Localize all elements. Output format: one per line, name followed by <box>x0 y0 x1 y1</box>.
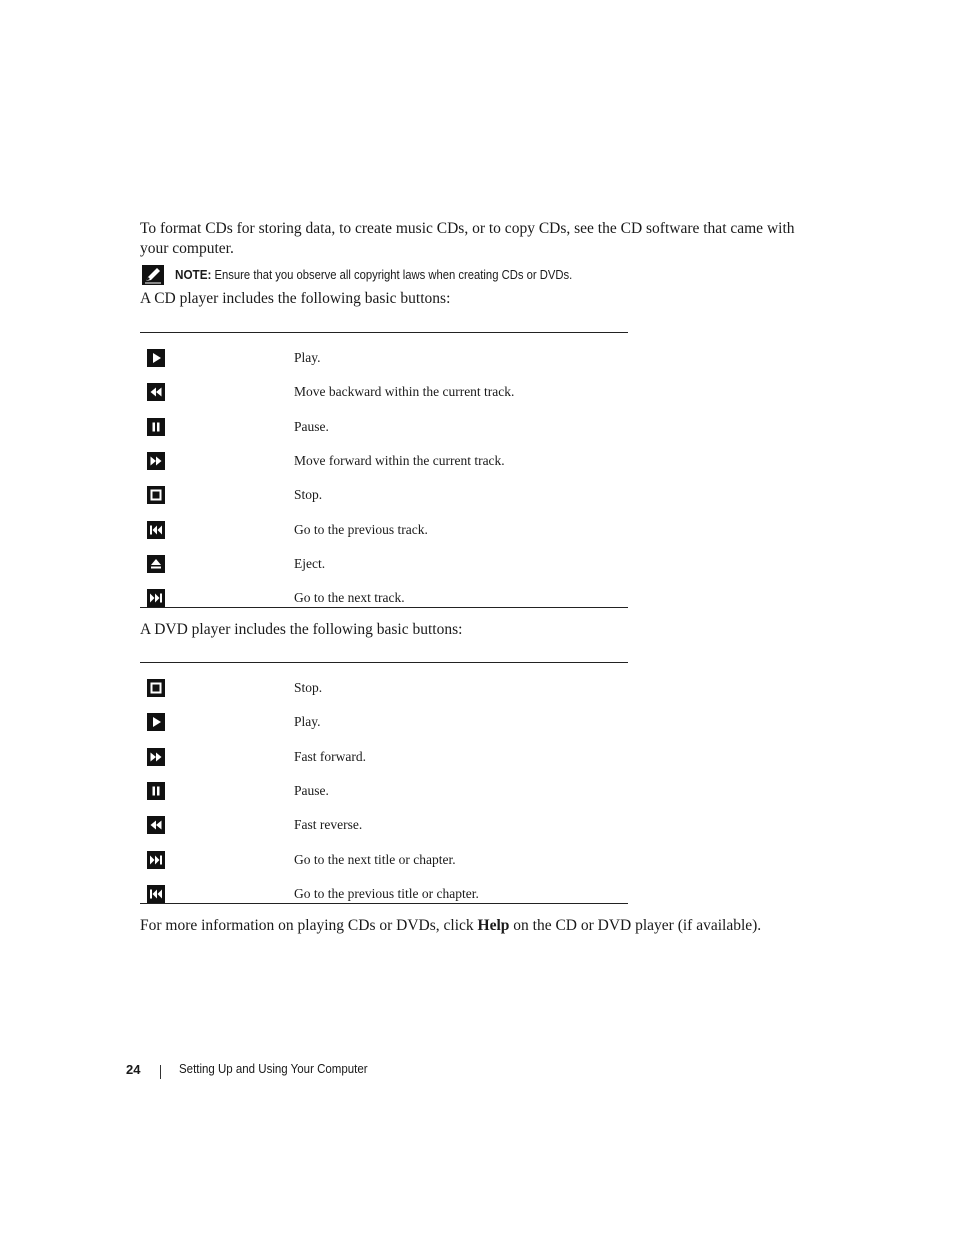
note-text: Ensure that you observe all copyright laws when creating CDs or DVDs. <box>214 268 573 282</box>
rewind-icon <box>147 816 165 834</box>
pause-icon <box>147 418 165 436</box>
dvd-button-description: Go to the next title or chapter. <box>294 851 456 867</box>
cd-button-description: Eject. <box>294 555 326 571</box>
cd-button-row <box>140 476 628 510</box>
dvd-button-row <box>140 738 628 772</box>
dvd-button-row <box>140 772 628 806</box>
dvd-button-description: Play. <box>294 714 321 730</box>
dvd-button-row <box>140 806 628 840</box>
outro-text-before: For more information on playing CDs or DVDs, click <box>140 917 478 934</box>
footer-chapter-title: Setting Up and Using Your Computer <box>179 1062 368 1076</box>
cd-buttons-table <box>140 332 628 608</box>
cd-button-description: Move backward within the current track. <box>294 384 515 400</box>
cd-button-row <box>140 511 628 545</box>
dvd-button-description: Go to the previous title or chapter. <box>294 885 479 901</box>
page-number: 24 <box>126 1062 141 1077</box>
note-callout <box>140 265 840 287</box>
footer-divider <box>160 1065 161 1079</box>
stop-icon <box>147 679 165 697</box>
dvd-button-description: Pause. <box>294 782 329 798</box>
cd-button-description: Play. <box>294 350 321 365</box>
next-track-icon <box>147 851 165 869</box>
cd-button-description: Go to the next track. <box>294 590 405 606</box>
play-icon <box>147 713 165 731</box>
cd-intro-paragraph: A CD player includes the following basic buttons: <box>140 290 451 307</box>
cd-button-description: Go to the previous track. <box>294 521 428 537</box>
cd-button-row <box>140 442 628 476</box>
cd-button-row <box>140 408 628 442</box>
dvd-button-description: Fast reverse. <box>294 817 363 833</box>
cd-button-row <box>140 579 628 613</box>
pencil-note-icon <box>142 265 164 285</box>
cd-button-row <box>140 373 628 407</box>
intro-paragraph: To format CDs for storing data, to create music CDs, or to copy CDs, see the CD software that came with your computer. <box>140 220 795 257</box>
cd-button-description: Move forward within the current track. <box>294 452 505 468</box>
dvd-button-row <box>140 669 628 703</box>
help-term: Help <box>477 917 510 934</box>
previous-track-icon <box>147 521 165 539</box>
dvd-button-description: Fast forward. <box>294 748 366 764</box>
cd-button-description: Stop. <box>294 487 323 503</box>
stop-icon <box>147 486 165 504</box>
dvd-button-row <box>140 841 628 875</box>
dvd-buttons-table <box>140 662 628 904</box>
pause-icon <box>147 782 165 800</box>
fast-forward-icon <box>147 452 165 470</box>
play-icon <box>147 349 165 367</box>
note-label: NOTE: <box>175 267 212 282</box>
eject-icon <box>147 555 165 573</box>
page-footer <box>0 1061 954 1081</box>
dvd-button-row <box>140 875 628 909</box>
outro-paragraph <box>140 916 840 936</box>
dvd-button-row <box>140 703 628 737</box>
rewind-icon <box>147 383 165 401</box>
cd-button-row <box>140 339 628 373</box>
next-track-icon <box>147 589 165 607</box>
cd-button-description: Pause. <box>294 418 329 434</box>
previous-track-icon <box>147 885 165 903</box>
dvd-button-description: Stop. <box>294 680 323 695</box>
fast-forward-icon <box>147 748 165 766</box>
cd-button-row <box>140 545 628 579</box>
outro-text-after: on the CD or DVD player (if available). <box>509 917 762 934</box>
dvd-intro-paragraph: A DVD player includes the following basic buttons: <box>140 621 463 638</box>
